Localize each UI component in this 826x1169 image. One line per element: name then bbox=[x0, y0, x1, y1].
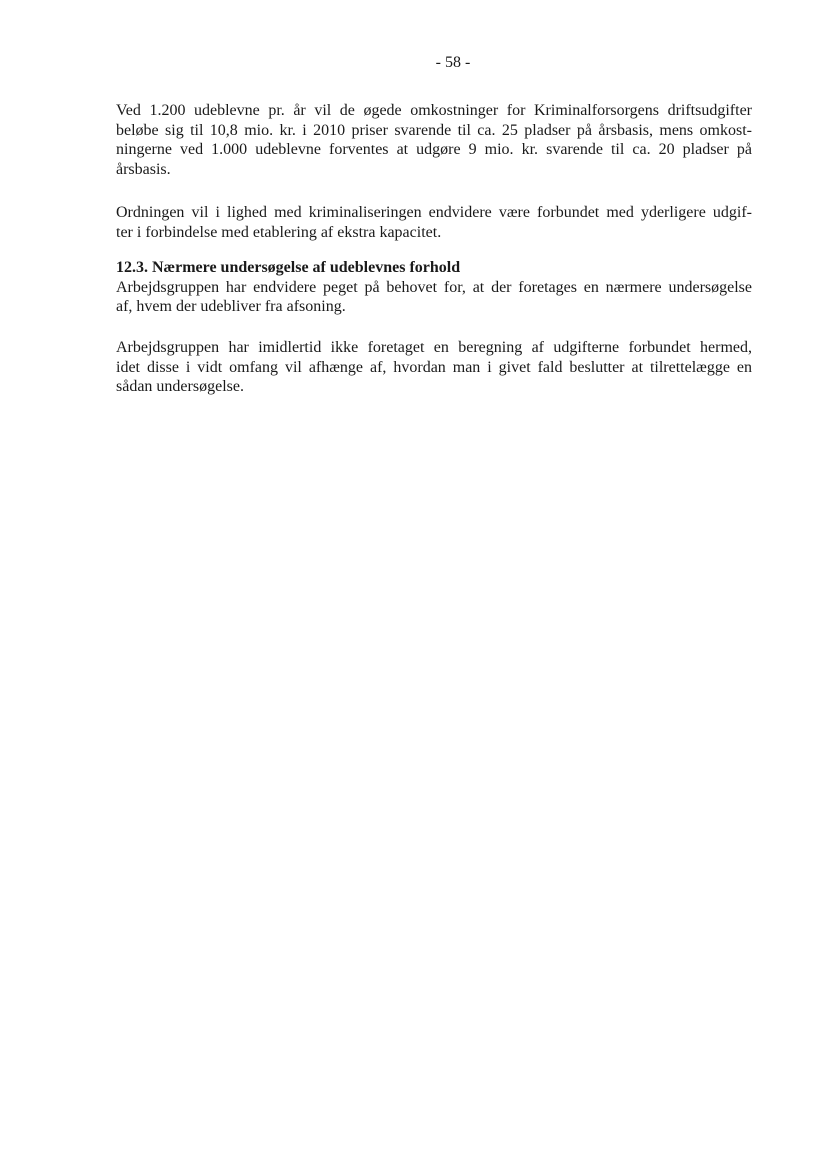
paragraph-costs bbox=[116, 101, 752, 179]
text-line: af, hvem der udebliver fra afsoning. bbox=[116, 298, 346, 315]
text-line: årsbasis. bbox=[116, 160, 171, 178]
text-line: Arbejdsgruppen har imidlertid ikke foretaget en beregning af udgifterne forbundet hermed, bbox=[116, 339, 752, 356]
section-12-3 bbox=[116, 258, 752, 317]
text-line: Ved 1.200 udeblevne pr. år vil de øgede omkostninger for Kriminalforsorgens driftsudgifter bbox=[116, 102, 752, 119]
text-line: ningerne ved 1.000 udeblevne forventes at udgøre 9 mio. kr. svarende til ca. 20 pladser på bbox=[116, 141, 752, 158]
section-heading: 12.3. Nærmere undersøgelse af udeblevnes forhold bbox=[116, 259, 461, 276]
text-line: beløbe sig til 10,8 mio. kr. i 2010 priser svarende til ca. 25 pladser på årsbasis, mens omkost- bbox=[116, 121, 752, 139]
paragraph-closing bbox=[116, 338, 752, 397]
paragraph-capacity bbox=[116, 203, 752, 242]
page-number: - 58 - bbox=[435, 54, 471, 71]
text-line: Ordningen vil i lighed med kriminaliseringen endvidere være forbundet med yderligere udgif- bbox=[116, 204, 752, 221]
text-line: idet disse i vidt omfang vil afhænge af, hvordan man i givet fald beslutter at tilrettelægge en bbox=[116, 358, 752, 376]
text-line: ter i forbindelse med etablering af ekstra kapacitet. bbox=[116, 223, 442, 241]
text-line: sådan undersøgelse. bbox=[116, 378, 244, 395]
text-line: Arbejdsgruppen har endvidere peget på behovet for, at der foretages en nærmere undersøgelse bbox=[116, 278, 752, 296]
